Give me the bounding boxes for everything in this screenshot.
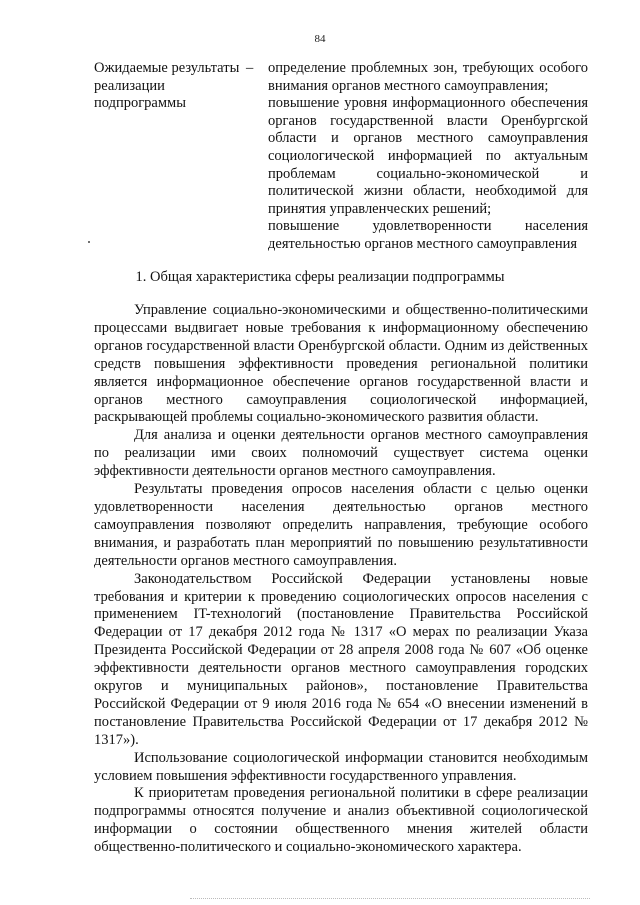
paragraph: К приоритетам проведения региональной политики в сфере реализации подпрограммы относятся получение и анализ объективной социологической информации о состоянии общественного мнения жителей области общественно-политического и социально-экономического характера. bbox=[94, 785, 588, 856]
paragraph: Управление социально-экономическими и общественно-политическими процессами выдвигает новые требования к информационному обеспечению органов государственной власти Оренбургской области. Одним из действенных средств повышения эффективности проведения региональной политики является информационное обеспечение органов государственной власти и органов местного самоуправления социологической информацией, раскрывающей проблемы социально-экономического развития области. bbox=[94, 302, 588, 426]
section-heading: 1. Общая характеристика сферы реализации подпрограммы bbox=[135, 269, 505, 285]
body-text bbox=[94, 302, 588, 857]
scan-bottom-edge bbox=[190, 898, 590, 899]
paragraph: Законодательством Российской Федерации установлены новые требования и критерии к проведению социологических опросов населения с применением IT-технологий (постановление Правительства Российской Федерации от 17 декабря 2012 года № 1317 «О мерах по реализации Указа Президента Российской Федерации от 28 апреля 2008 года № 607 «Об оценке эффективности деятельности органов местного самоуправления городских округов и муниципальных районов», постановление Правительства Российской Федерации от 9 июля 2016 года № 654 «О внесении изменений в постановление Правительства Российской Федерации от 17 декабря 2012 № 1317»). bbox=[94, 570, 588, 748]
scan-speck bbox=[88, 241, 90, 243]
paragraph: Использование социологической информации становится необходимым условием повышения эффективности государственного управления. bbox=[94, 749, 588, 784]
page-number: 84 bbox=[314, 33, 326, 45]
expected-result-item: повышение удовлетворенности населения деятельностью органов местного самоуправления bbox=[268, 218, 588, 252]
expected-result-item: определение проблемных зон, требующих особого внимания органов местного самоуправления; bbox=[268, 60, 588, 94]
paragraph: Для анализа и оценки деятельности органов местного самоуправления по реализации ими своих полномочий существует система оценки эффективности деятельности органов местного самоуправления. bbox=[94, 427, 588, 480]
expected-result-item: повышение уровня информационного обеспечения органов государственной власти Оренбургской области и органов местного самоуправления социологической информацией по актуальным проблемам социально-экономической и политической жизни области, необходимой для принятия управленческих решений; bbox=[268, 95, 588, 217]
expected-results-label: Ожидаемые результаты реализации подпрограммы bbox=[94, 60, 240, 112]
paragraph: Результаты проведения опросов населения области с целью оценки удовлетворенности населения деятельностью органов местного самоуправления позволяют определить направления, требующие особого внимания, и разработать план мероприятий по повышению результативности деятельности органов местного самоуправления. bbox=[94, 481, 588, 569]
expected-results-items bbox=[268, 60, 588, 254]
expected-results-dash: – bbox=[246, 60, 254, 76]
expected-results-block bbox=[94, 60, 588, 254]
